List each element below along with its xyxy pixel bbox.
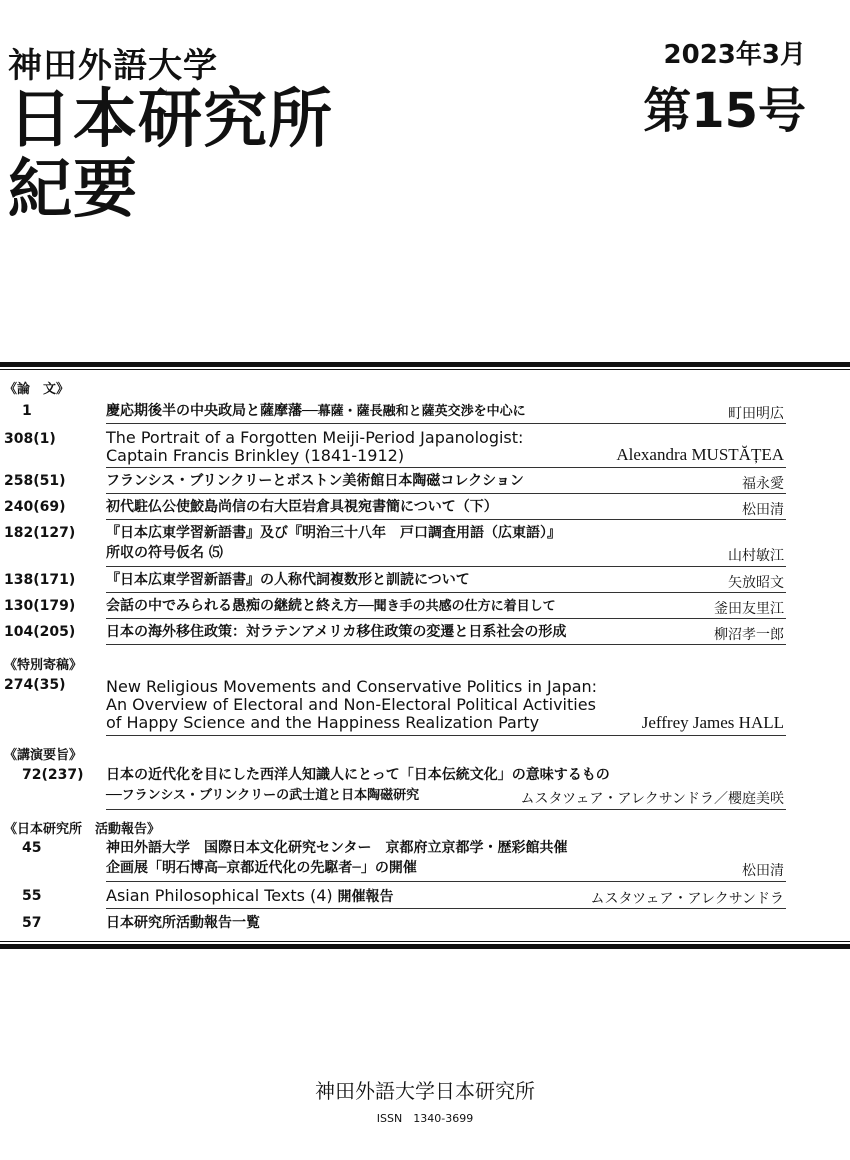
section-ronbun: 《論 文》 — [4, 382, 70, 397]
section-katsudo: 《日本研究所 活動報告》 — [4, 822, 161, 837]
entry-page: 72(237) — [22, 767, 84, 783]
entry-author: 福永愛 — [742, 476, 784, 492]
entry-title — [106, 525, 561, 562]
entry-title — [106, 598, 556, 615]
issn: ISSN 1340-3699 — [376, 1112, 474, 1125]
entry-title: 日本の海外移住政策：対ラテンアメリカ移住政策の変遷と日系社会の形成 — [106, 624, 567, 640]
entry-divider — [106, 644, 786, 645]
entry-page: 138(171) — [4, 572, 76, 588]
entry-author: 山村敏江 — [728, 548, 784, 564]
entry-author: Jeffrey James HALL — [641, 713, 784, 732]
entry-divider — [106, 519, 786, 520]
entry-title-line: The Portrait of a Forgotten Meiji-Period Japanologist: — [106, 428, 524, 447]
entry-page: 274(35) — [4, 677, 66, 693]
journal-title-line1: 日本研究所 — [8, 83, 333, 157]
entry-title: 日本研究所活動報告一覧 — [106, 915, 260, 931]
entry-title-line: 日本の近代化を目にした西洋人知識人にとって「日本伝統文化」の意味するもの — [106, 767, 610, 783]
entry-title-main: 会話の中でみられる愚痴の継続と終え方 — [106, 598, 358, 614]
entry-divider — [106, 423, 786, 424]
top-rule — [0, 362, 850, 367]
section-tokubetsu: 《特別寄稿》 — [4, 658, 83, 673]
entry-author: 釜田友里江 — [714, 601, 784, 617]
entry-subtitle: ──聞き手の共感の仕方に着目して — [358, 599, 556, 614]
entry-divider — [106, 735, 786, 736]
entry-title-line: ──フランシス・ブリンクリーの武士道と日本陶磁研究 — [106, 788, 420, 803]
entry-author: ムスタツェア・アレクサンドラ — [590, 891, 784, 907]
entry-title — [106, 403, 526, 420]
entry-title-jp: 開催報告 — [337, 889, 394, 905]
entry-title-line: 『日本広東学習新語書』及び『明治三十八年 戸口調査用語（広東語）』 — [106, 525, 561, 541]
entry-divider — [106, 493, 786, 494]
issue-number: 第15号 — [643, 83, 806, 139]
entry-divider — [106, 908, 786, 909]
issue-date: 2023年3月 — [663, 40, 806, 70]
bottom-rule-thin — [0, 941, 850, 942]
entry-title — [106, 887, 394, 906]
entry-title — [106, 678, 597, 732]
entry-author: 町田明広 — [728, 406, 784, 422]
entry-page: 45 — [22, 840, 42, 856]
entry-title: 初代駐仏公使鮫島尚信の右大臣岩倉具視宛書簡について（下） — [106, 499, 498, 515]
top-rule-thin — [0, 369, 850, 370]
publisher: 神田外語大学日本研究所 — [315, 1079, 535, 1103]
entry-page: 55 — [22, 888, 42, 904]
entry-title-main: 慶応期後半の中央政局と薩摩藩 — [106, 403, 302, 419]
entry-title: 『日本広東学習新語書』の人称代詞複数形と訓読について — [106, 572, 470, 588]
entry-title-line: 企画展「明石博高─京都近代化の先駆者─」の開催 — [106, 860, 417, 876]
entry-page: 240(69) — [4, 499, 66, 515]
entry-title-line: 所収の符号仮名 ⑸ — [106, 545, 223, 561]
entry-divider — [106, 881, 786, 882]
entry-author: 矢放昭文 — [728, 575, 784, 591]
entry-page: 1 — [22, 403, 32, 419]
entry-author: ムスタツェア・アレクサンドラ／櫻庭美咲 — [520, 791, 784, 807]
entry-author: Alexandra MUSTĂȚEA — [616, 445, 784, 464]
entry-subtitle: ──幕薩・薩長融和と薩英交渉を中心に — [302, 404, 526, 419]
entry-divider — [106, 809, 786, 810]
entry-title-en: Asian Philosophical Texts (4) — [106, 886, 333, 905]
entry-page: 130(179) — [4, 598, 76, 614]
entry-page: 57 — [22, 915, 42, 931]
entry-page: 182(127) — [4, 525, 76, 541]
entry-author: 松田清 — [742, 502, 784, 518]
journal-title-line2: 紀要 — [8, 153, 138, 227]
entry-divider — [106, 467, 786, 468]
entry-title-line: New Religious Movements and Conservative Politics in Japan: — [106, 677, 598, 696]
entry-divider — [106, 592, 786, 593]
entry-author: 柳沼孝一郎 — [714, 627, 784, 643]
entry-page: 308(1) — [4, 431, 56, 447]
entry-title-line: An Overview of Electoral and Non-Electoral Political Activities — [106, 695, 596, 714]
entry-title-line: Captain Francis Brinkley (1841-1912) — [106, 446, 405, 465]
entry-author: 松田清 — [742, 863, 784, 879]
entry-title-line: 神田外語大学 国際日本文化研究センター 京都府立京都学・歴彩館共催 — [106, 840, 568, 856]
entry-page: 258(51) — [4, 473, 66, 489]
institution-name: 神田外語大学 — [8, 46, 218, 86]
entry-page: 104(205) — [4, 624, 76, 640]
entry-title: フランシス・ブリンクリーとボストン美術館日本陶磁コレクション — [106, 473, 524, 489]
entry-divider — [106, 566, 786, 567]
entry-title — [106, 840, 567, 877]
section-kouen: 《講演要旨》 — [4, 748, 83, 763]
entry-title — [106, 429, 523, 465]
entry-title-line: of Happy Science and the Happiness Realization Party — [106, 713, 540, 732]
entry-divider — [106, 618, 786, 619]
bottom-rule — [0, 944, 850, 949]
